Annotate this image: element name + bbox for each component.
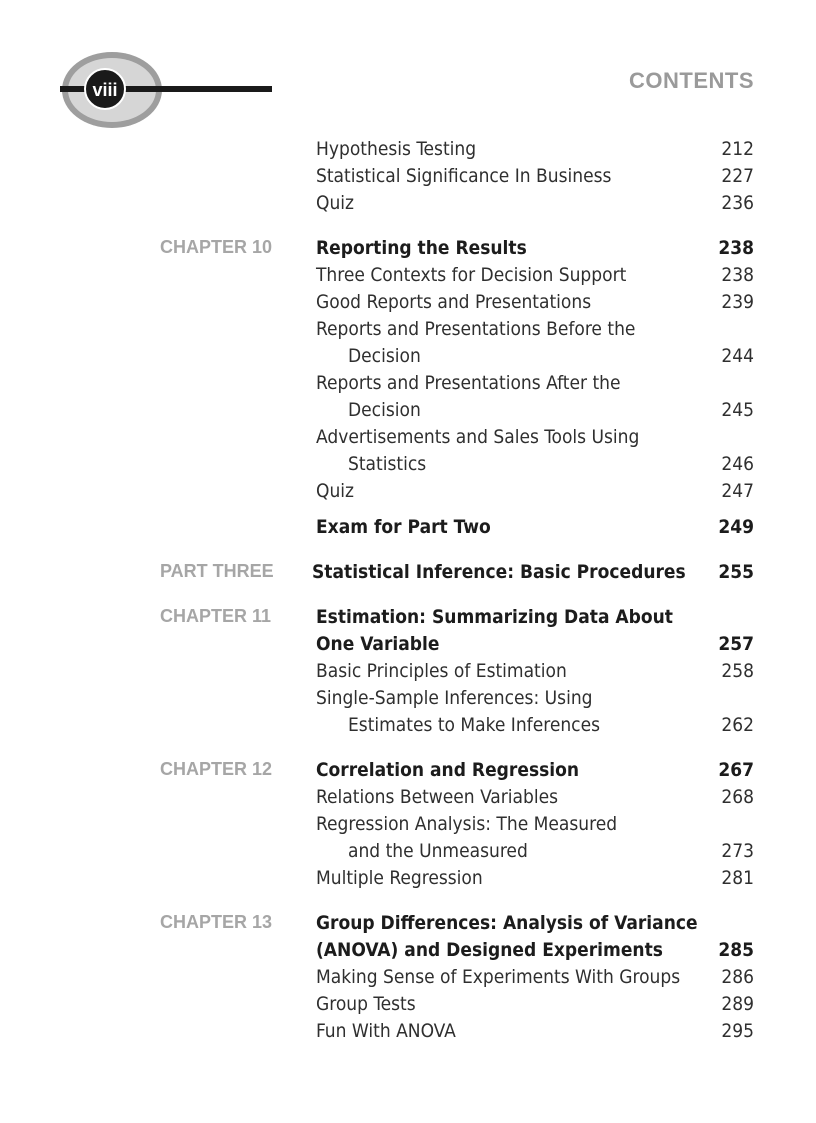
page-number: 236 bbox=[721, 192, 754, 214]
toc-exam bbox=[0, 516, 816, 544]
toc-chapter bbox=[0, 237, 816, 265]
page-number: 239 bbox=[721, 291, 754, 313]
entry-title-continuation: and the Unmeasured bbox=[348, 840, 528, 862]
entry-title-continuation: One Variable bbox=[316, 633, 440, 655]
page-number: 267 bbox=[718, 759, 754, 781]
entry-title: Multiple Regression bbox=[316, 867, 483, 889]
page-number: 212 bbox=[721, 138, 754, 160]
entry-title: Fun With ANOVA bbox=[316, 1020, 456, 1042]
entry-title: Correlation and Regression bbox=[316, 759, 580, 781]
page-number: 238 bbox=[721, 264, 754, 286]
entry-title: Quiz bbox=[316, 480, 355, 502]
toc-chapter bbox=[0, 759, 816, 787]
toc-entry bbox=[0, 480, 816, 508]
toc-entry bbox=[0, 318, 816, 367]
toc-entry bbox=[0, 993, 816, 1021]
page-number: 255 bbox=[718, 561, 754, 583]
page-number: 273 bbox=[721, 840, 754, 862]
toc-entry bbox=[0, 291, 816, 319]
toc-entry bbox=[0, 1020, 816, 1048]
entry-title: Group Differences: Analysis of Variance bbox=[316, 912, 698, 934]
toc-entry bbox=[0, 966, 816, 994]
toc-part bbox=[0, 561, 816, 589]
toc-entry bbox=[0, 867, 816, 895]
section-heading: CONTENTS bbox=[629, 68, 754, 93]
page-number: 246 bbox=[721, 453, 754, 475]
entry-title: Reporting the Results bbox=[316, 237, 527, 259]
entry-title: Relations Between Variables bbox=[316, 786, 559, 808]
entry-title: Exam for Part Two bbox=[316, 516, 491, 538]
toc-entry bbox=[0, 786, 816, 814]
entry-title: Statistical Significance In Business bbox=[316, 165, 612, 187]
page-number: 262 bbox=[721, 714, 754, 736]
entry-title: Three Contexts for Decision Support bbox=[316, 264, 627, 286]
entry-title: Good Reports and Presentations bbox=[316, 291, 592, 313]
page-number: 238 bbox=[718, 237, 754, 259]
page-number: viii bbox=[92, 80, 118, 100]
toc-entry bbox=[0, 660, 816, 688]
entry-title: Reports and Presentations Before the bbox=[316, 318, 636, 340]
page-header bbox=[0, 0, 816, 140]
entry-title: Regression Analysis: The Measured bbox=[316, 813, 618, 835]
toc-entry bbox=[0, 426, 816, 475]
entry-title-continuation: Decision bbox=[348, 399, 421, 421]
page-number: 268 bbox=[721, 786, 754, 808]
page-number: 247 bbox=[721, 480, 754, 502]
page-number: 289 bbox=[721, 993, 754, 1015]
entry-title: Reports and Presentations After the bbox=[316, 372, 621, 394]
page-number-emblem bbox=[60, 50, 272, 130]
chapter-label: CHAPTER 11 bbox=[160, 606, 272, 626]
entry-title: Group Tests bbox=[316, 993, 416, 1015]
toc-chapter bbox=[0, 606, 816, 655]
part-label: PART THREE bbox=[160, 561, 274, 581]
page-number: 286 bbox=[721, 966, 754, 988]
chapter-label: CHAPTER 12 bbox=[160, 759, 273, 779]
page-number: 257 bbox=[718, 633, 754, 655]
entry-title: Quiz bbox=[316, 192, 355, 214]
entry-title-continuation: Decision bbox=[348, 345, 421, 367]
toc-entry bbox=[0, 813, 816, 862]
entry-title: Single-Sample Inferences: Using bbox=[316, 687, 593, 709]
page-number: 285 bbox=[718, 939, 754, 961]
page-number: 244 bbox=[721, 345, 754, 367]
entry-title: Statistical Inference: Basic Procedures bbox=[312, 561, 686, 583]
entry-title-continuation: Statistics bbox=[348, 453, 427, 475]
entry-title: Estimation: Summarizing Data About bbox=[316, 606, 673, 628]
entry-title: Advertisements and Sales Tools Using bbox=[316, 426, 640, 448]
page-number: 295 bbox=[721, 1020, 754, 1042]
entry-title-continuation: (ANOVA) and Designed Experiments bbox=[316, 939, 663, 961]
page-number: 258 bbox=[721, 660, 754, 682]
page-number: 227 bbox=[721, 165, 754, 187]
page-number: 245 bbox=[721, 399, 754, 421]
toc-entry bbox=[0, 372, 816, 421]
chapter-label: CHAPTER 13 bbox=[160, 912, 273, 932]
toc-entry bbox=[0, 192, 816, 220]
toc-entry bbox=[0, 264, 816, 292]
toc-entry bbox=[0, 687, 816, 736]
page-number: 281 bbox=[721, 867, 754, 889]
page-number: 249 bbox=[718, 516, 754, 538]
chapter-label: CHAPTER 10 bbox=[160, 237, 273, 257]
entry-title-continuation: Estimates to Make Inferences bbox=[348, 714, 601, 736]
toc-entry bbox=[0, 138, 816, 166]
entry-title: Making Sense of Experiments With Groups bbox=[316, 966, 681, 988]
toc-entry bbox=[0, 165, 816, 193]
entry-title: Hypothesis Testing bbox=[316, 138, 477, 160]
entry-title: Basic Principles of Estimation bbox=[316, 660, 567, 682]
toc-chapter bbox=[0, 912, 816, 961]
